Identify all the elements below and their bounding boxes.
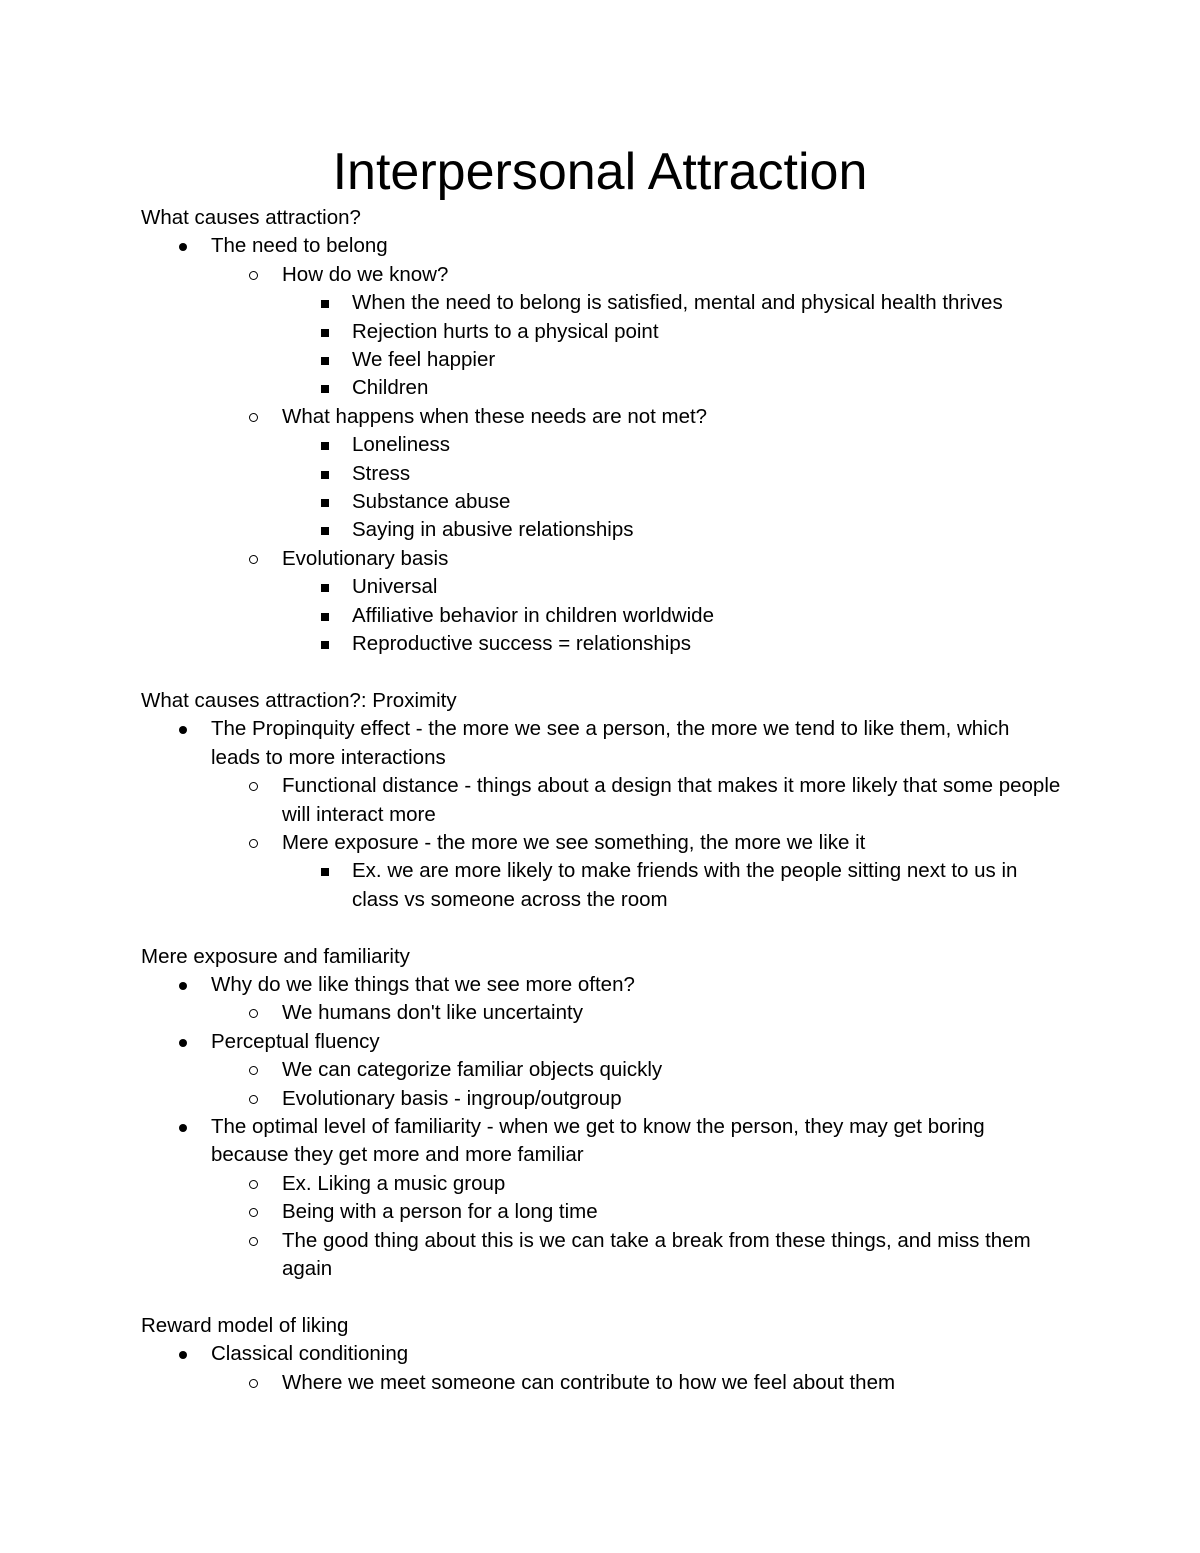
list-item-text: Substance abuse (352, 490, 511, 514)
section-spacer (141, 1283, 1061, 1311)
list-item-text: Stress (352, 461, 411, 485)
list-item-text: Where we meet someone can contribute to how we feel about them (282, 1370, 896, 1394)
list-item (141, 857, 1061, 914)
square-bullet-icon (321, 584, 329, 592)
list-item-text: Being with a person for a long time (282, 1200, 598, 1224)
list-item (141, 772, 1061, 829)
section-spacer (141, 659, 1061, 687)
list-item-text: Saying in abusive relationships (352, 518, 634, 542)
list-item-text: The need to belong (211, 234, 388, 258)
list-item (141, 289, 1061, 317)
section-heading: What causes attraction?: Proximity (141, 688, 457, 712)
list-item (141, 318, 1061, 346)
hollow-circle-bullet-icon (249, 782, 258, 791)
list-item (141, 261, 1061, 289)
hollow-circle-bullet-icon (249, 839, 258, 848)
list-item (141, 1085, 1061, 1113)
square-bullet-icon (321, 641, 329, 649)
list-item (141, 971, 1061, 999)
list-item-text: Loneliness (352, 433, 451, 457)
list-item (141, 1170, 1061, 1198)
list-item (141, 1028, 1061, 1056)
list-item (141, 431, 1061, 459)
list-item (141, 232, 1061, 260)
list-item-text: The Propinquity effect - the more we see a person, the more we tend to like them, which leads to more interactions (211, 717, 1010, 769)
list-item (141, 1227, 1061, 1284)
list-item (141, 488, 1061, 516)
square-bullet-icon (321, 357, 329, 365)
list-item-text: Universal (352, 575, 438, 599)
list-item (141, 1056, 1061, 1084)
hollow-circle-bullet-icon (249, 1009, 258, 1018)
list-item-text: Classical conditioning (211, 1342, 409, 1366)
list-item-text: Perceptual fluency (211, 1029, 380, 1053)
filled-circle-bullet-icon (179, 1124, 187, 1132)
list-item (141, 1113, 1061, 1170)
list-item-text: Reproductive success = relationships (352, 632, 691, 656)
section (141, 687, 1061, 914)
filled-circle-bullet-icon (179, 726, 187, 734)
square-bullet-icon (321, 499, 329, 507)
square-bullet-icon (321, 329, 329, 337)
list-item-text: Evolutionary basis - ingroup/outgroup (282, 1086, 622, 1110)
list-item-text: Ex. Liking a music group (282, 1171, 506, 1195)
section (141, 204, 1061, 659)
list-item (141, 545, 1061, 573)
hollow-circle-bullet-icon (249, 1095, 258, 1104)
list-item-text: Why do we like things that we see more often? (211, 972, 635, 996)
list-item-text: What happens when these needs are not met? (282, 404, 708, 428)
section-heading: What causes attraction? (141, 206, 361, 229)
list-item (141, 1198, 1061, 1226)
square-bullet-icon (321, 613, 329, 621)
list-item (141, 715, 1061, 772)
list-item (141, 516, 1061, 544)
list-item-text: Children (352, 376, 429, 400)
bullet-list (141, 1340, 1061, 1397)
list-item (141, 346, 1061, 374)
list-item-text: We humans don't like uncertainty (282, 1001, 583, 1025)
section-heading: Mere exposure and familiarity (141, 944, 410, 968)
square-bullet-icon (321, 527, 329, 535)
filled-circle-bullet-icon (179, 1351, 187, 1359)
section (141, 943, 1061, 1284)
list-item (141, 403, 1061, 431)
hollow-circle-bullet-icon (249, 1379, 258, 1388)
hollow-circle-bullet-icon (249, 1208, 258, 1217)
page-title: Interpersonal Attraction (332, 143, 868, 201)
hollow-circle-bullet-icon (249, 555, 258, 564)
list-item-text: How do we know? (282, 262, 449, 286)
bullet-list (141, 971, 1061, 1283)
list-item-text: When the need to belong is satisfied, mental and physical health thrives (352, 291, 1003, 315)
list-item-text: We feel happier (352, 348, 496, 372)
list-item (141, 1340, 1061, 1368)
filled-circle-bullet-icon (179, 982, 187, 990)
list-item (141, 460, 1061, 488)
list-item (141, 630, 1061, 658)
square-bullet-icon (321, 868, 329, 876)
bullet-list (141, 715, 1061, 914)
list-item-text: The good thing about this is we can take a break from these things, and miss them again (282, 1228, 1031, 1280)
square-bullet-icon (321, 442, 329, 450)
section-spacer (141, 914, 1061, 942)
list-item-text: Mere exposure - the more we see something, the more we like it (282, 830, 866, 854)
list-item-text: Evolutionary basis (282, 546, 449, 570)
list-item-text: Ex. we are more likely to make friends with the people sitting next to us in class vs someone across the room (352, 859, 1018, 911)
hollow-circle-bullet-icon (249, 1066, 258, 1075)
filled-circle-bullet-icon (179, 243, 187, 251)
list-item (141, 374, 1061, 402)
section-heading: Reward model of liking (141, 1313, 349, 1337)
list-item (141, 602, 1061, 630)
list-item-text: Rejection hurts to a physical point (352, 319, 659, 343)
hollow-circle-bullet-icon (249, 413, 258, 422)
list-item-text: Affiliative behavior in children worldwide (352, 603, 714, 627)
document-body (141, 204, 1061, 1397)
section (141, 1312, 1061, 1397)
square-bullet-icon (321, 300, 329, 308)
hollow-circle-bullet-icon (249, 271, 258, 280)
list-item (141, 573, 1061, 601)
bullet-list (141, 232, 1061, 658)
list-item (141, 1369, 1061, 1397)
list-item-text: The optimal level of familiarity - when we get to know the person, they may get boring because they get more and more familiar (211, 1114, 985, 1167)
hollow-circle-bullet-icon (249, 1237, 258, 1246)
list-item-text: We can categorize familiar objects quickly (282, 1058, 663, 1082)
filled-circle-bullet-icon (179, 1039, 187, 1047)
list-item-text: Functional distance - things about a design that makes it more likely that some people will interact more (282, 774, 1061, 826)
hollow-circle-bullet-icon (249, 1180, 258, 1189)
list-item (141, 829, 1061, 857)
square-bullet-icon (321, 471, 329, 479)
square-bullet-icon (321, 385, 329, 393)
list-item (141, 999, 1061, 1027)
